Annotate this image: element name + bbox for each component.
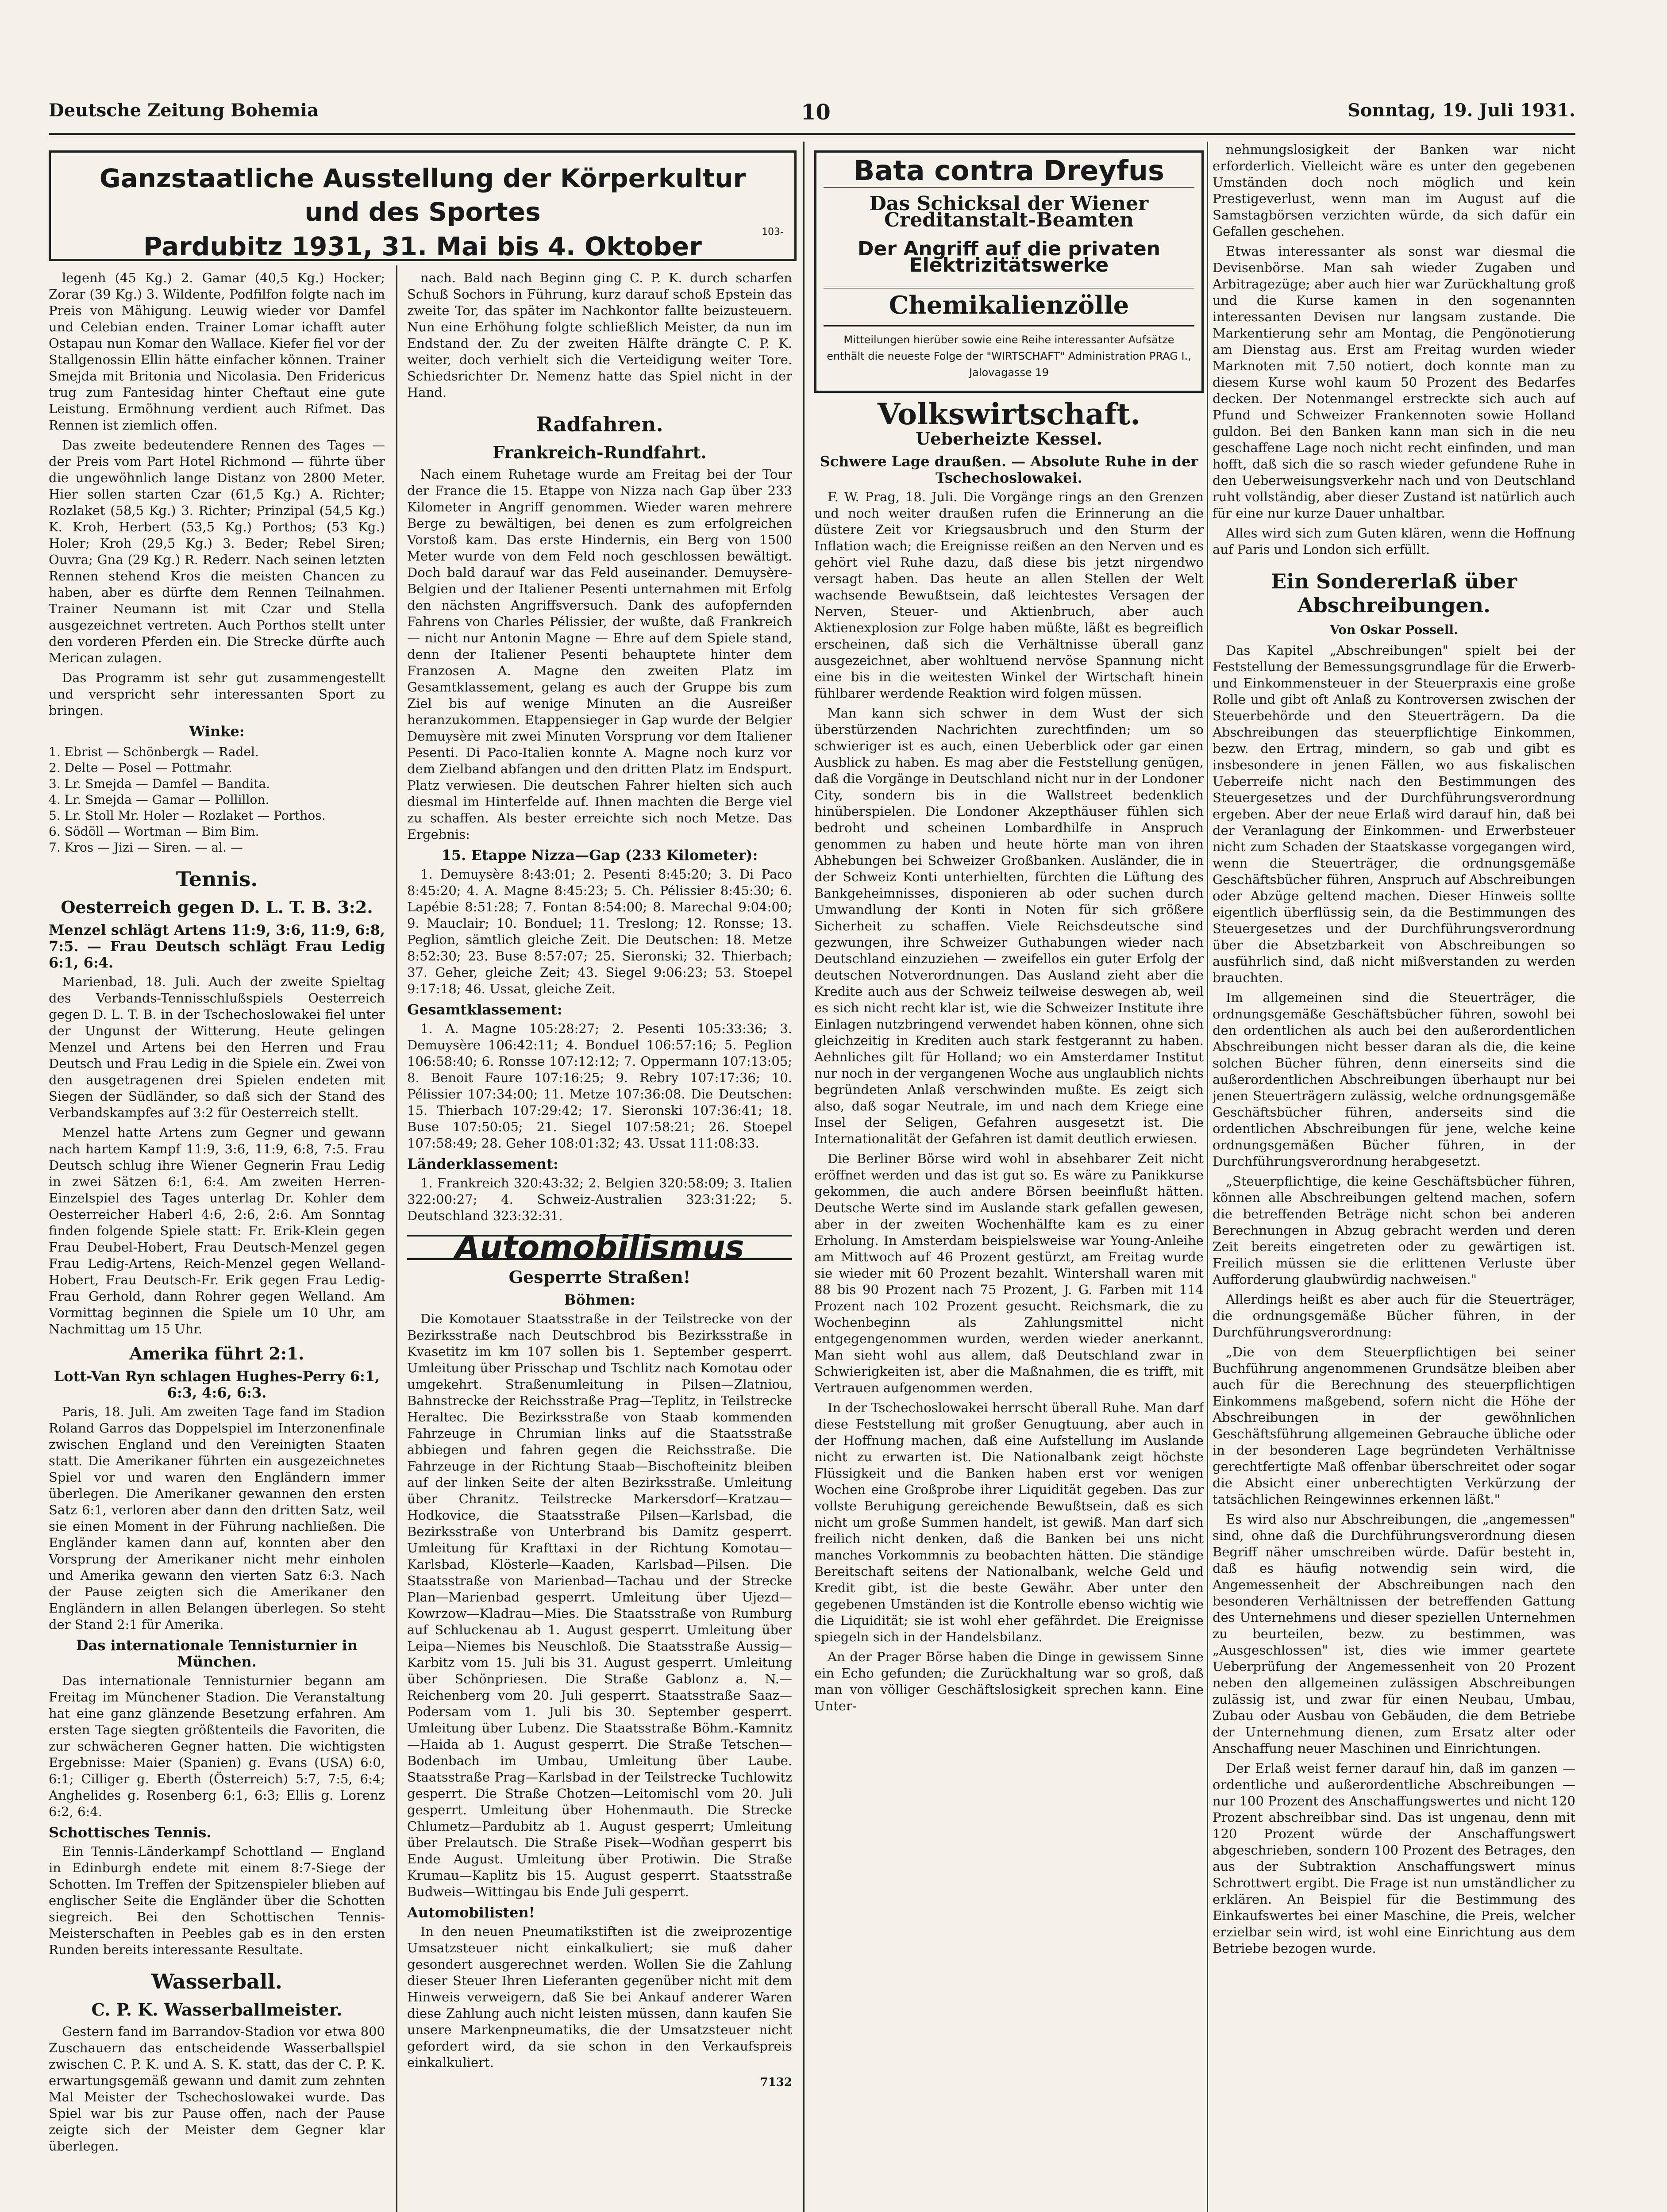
- wasserball-continued: nach. Bald nach Beginn ging C. P. K. durch scharfen Schuß Sochors in Führung, kurz darauf schoß Epstein das zweite Tor, das später im Nachkontor fallte beizusteuern. Nun eine Erhöhung folgte schließlich Meister, da nun im Endstand der. Zu der zweiten Hälfte drängte C. P. K. weiter, doch verhielt sich die Verteidigung weiter Tore. Schiedsrichter Dr. Nemenz hatte das Spiel nicht in der Hand.: [407, 270, 792, 400]
- article-paragraph: Alles wird sich zum Guten klären, wenn die Hoffnung auf Paris und London sich erfüllt.: [1213, 526, 1575, 557]
- muenchen-paragraph: Das internationale Tennisturnier begann am Freitag im Münchener Stadion. Die Veranstaltung hat eine ganz glänzende Besetzung erfahren. Am ersten Tage siegten größtenteils die Favoriten, die zur schwächeren Gegner hatten. Die wichtigsten Ergebnisse: Maier (Spanien) g. Evans (USA) 6:0, 6:1; Cilliger g. Eberth (Österreich) 5:7, 7:5, 6:4; Anghelides g. Rosenberg 6:1, 6:3; Ellis g. Lorenz 6:2, 6:4.: [49, 1673, 385, 1819]
- issue-date: Sonntag, 19. Juli 1931.: [1347, 100, 1575, 121]
- article-author: Von Oskar Possell.: [1330, 622, 1458, 637]
- column-divider: [1207, 142, 1208, 2212]
- strassen-subheading: Böhmen:: [564, 1291, 635, 1308]
- automobilisten-paragraph: In den neuen Pneumatikstiften ist die zweiprozentige Umsatzsteuer nicht einkalkuliert; sie muß daher gesondert ausgerechnet werden. Wollen Sie die Zahlung dieser Steuer Ihren Lieferanten gegenüber nicht mit dem Hinweis verweigern, daß Sie bei Ankauf anderer Waren diese Zahlung auch nicht leisten müssen, dann kaufen Sie unsere Markenpneumatiks, die der Umsatzsteuer nicht gefordert wird, da sie schon in den Verkaufspreis einkalkuliert.: [407, 1924, 792, 2070]
- gesamt-results: 1. A. Magne 105:28:27; 2. Pesenti 105:33:36; 3. Demuysère 106:42:11; 4. Bonduel 106:57:16; 5. Peglion 106:58:40; 6. Ronsse 107:12:12; 7. Oppermann 107:13:05; 8. Benoit Faure 107:16:25; 9. Rebry 107:17:36; 10. Pélissier 107:34:00; 11. Metze 107:36:08. Die Deutschen: 15. Thierbach 107:29:42; 17. Sieronski 107:36:41; 18. Buse 107:50:05; 21. Siegel 107:58:21; 26. Stoepel 107:58:49; 28. Geher 108:01:32; 43. Ussat 111:08:33.: [407, 1021, 792, 1151]
- column-4: [1213, 142, 1575, 2212]
- article-paragraph: Allerdings heißt es aber auch für die Steuerträger, die ordnungsgemäße Bücher führen, in der Durchführungsverordnung:: [1213, 1292, 1575, 1340]
- tip-item: 4. Lr. Smejda — Gamar — Pollillon.: [49, 792, 269, 807]
- column-1: [49, 270, 385, 2212]
- ad-footer: Mitteilungen hierüber sowie eine Reihe interessanter Aufsätze enthält die neueste Folge der "WIRTSCHAFT" Administration PRAG I., Jalovagasse 19: [824, 325, 1194, 381]
- article-paragraph: Im allgemeinen sind die Steuerträger, die ordnungsgemäße Geschäftsbücher führen, sowohl bei den ordentlichen als auch bei den außerordentlichen Abschreibungen nicht besser daran als die, die keine solchen Bücher führen, denn einerseits sind die außerordentlichen Abschreibungen überhaupt nur bei jenen Steuerträgern zulässig, welche ordnungsgemäße Geschäftsbücher führen, anderseits sind die ordentlichen Abschreibungen für jene, welche keine ordnungsgemäßen Bücher führen, in der Durchführungsverordnung herabgesetzt.: [1213, 990, 1575, 1169]
- article-paragraph: In der Tschechoslowakei herrscht überall Ruhe. Man darf diese Feststellung mit großer Genugtuung, aber auch in der Hoffnung machen, daß eine Aufstellung im Auslande nicht zu erwarten ist. Die Nationalbank zeigt höchste Flüssigkeit und die Banken haben erst vor wenigen Wochen eine Großprobe ihrer Liquidität gegeben. Das zur vollste Beruhigung gereichende Bewußtsein, daß es sich nicht um große Summen handelt, ist gewiß. Man darf sich freilich nicht denken, daß die Banken bei uns nicht manches Vorkommnis zu beobachten hätten. Die ständige Bereitschaft seitens der Nationalbank, welche Geld und Kredit gibt, ist die beste Gewähr. Aber unter den gegebenen Umständen ist die Kontrolle ebenso wichtig wie die Liquidität; sie ist wohl eher gefährdet. Die Ereignisse spiegeln sich in der Handelsbilanz.: [814, 1400, 1204, 1644]
- tennis-subheading: Oesterreich gegen D. L. T. B. 3:2.: [61, 897, 373, 917]
- laender-results: 1. Frankreich 320:43:32; 2. Belgien 320:58:09; 3. Italien 322:00:27; 4. Schweiz-Australien 323:31:22; 5. Deutschland 323:32:31.: [407, 1175, 792, 1223]
- ad-number: 7132: [760, 2076, 792, 2089]
- tips-list: [49, 744, 385, 856]
- tip-item: 3. Lr. Smejda — Damfel — Bandita.: [49, 776, 270, 791]
- article-paragraph: Man kann sich schwer in dem Wust der sich überstürzenden Nachrichten zurechtfinden; um so schwieriger ist es auch, einen Ueberblick oder gar einen Ausblick zu haben. Es mag aber die Feststellung genügen, daß die Vorgänge in Deutschland nicht nur in der Londoner City, sondern bis in die Wallstreet bedenklich hinüberspielen. Die Londoner Akzepthäuser fühlen sich bedroht und scheinen Lombardhilfe in Anspruch genommen zu haben und heute hörte man von ihren Abhebungen bei Schweizer Großbanken. Ausländer, die in der Schweiz Konti unterhielten, fürchten die Lüftung des Bankgeheimnisses, disponieren ab oder suchen durch Umwandlung der Konti in Noten für sich größere Sicherheit zu schaffen. Viele Reichsdeutsche sind gezwungen, ihre Schweizer Guthabungen wieder nach Deutschland einzuziehen — zweifellos ein guter Erfolg der deutschen Notverordnungen. Das Ausland zieht aber die Kredite auch aus der Schweiz teilweise deswegen ab, weil es sich nicht recht klar ist, wie die Schweizer Institute ihre Einlagen nutzbringend verwendet haben können, ohne sich gleichzeitig in Krediten auch stark festgerannt zu haben. Aehnliches gilt für Holland; wo ein Amsterdamer Institut nur noch in der vergangenen Woche aus unglaublich nichts begründeten Anlaß verschwinden mußte. Es zeigt sich also, daß sogar Neutrale, im und nach dem Kriege eine Insel der Seligen, Gefahren ausgesetzt ist. Die Internationalität der Gefahren ist damit deutlich erwiesen.: [814, 706, 1204, 1146]
- header-rule: [49, 133, 1575, 135]
- amerika-paragraph: Paris, 18. Juli. Am zweiten Tage fand im Stadion Roland Garros das Doppelspiel im Interzonenfinale zwischen England und den Vereinigten Staaten statt. Die Amerikaner führten ein ausgezeichnetes Spiel vor und waren den Engländern immer überlegen. Die Amerikaner gewannen den ersten Satz 6:1, verloren aber dann den dritten Satz, weil sie einen Moment in der Führung nachließen. Die Engländer kamen dann auf, konnten aber den Vorsprung der Amerikaner nicht mehr einholen und Amerika gewann den vierten Satz 6:3. Nach der Pause zeigten sich die Amerikaner den Engländern in allen Belangen überlegen. So steht der Stand 2:1 für Amerika.: [49, 1404, 385, 1632]
- ad-headline: Der Angriff auf die privaten: [857, 238, 1161, 260]
- ad-line-3: Pardubitz 1931, 31. Mai bis 4. Oktober: [143, 231, 702, 261]
- volkswirtschaft-subheading-2: Schwere Lage draußen. — Absolute Ruhe in der Tschechoslowakei.: [820, 453, 1198, 486]
- schott-heading: Schottisches Tennis.: [49, 1824, 212, 1841]
- tip-item: 6. Södöll — Wortman — Bim Bim.: [49, 824, 259, 839]
- tip-item: 2. Delte — Posel — Pottmahr.: [49, 760, 233, 775]
- schott-paragraph: Ein Tennis-Länderkampf Schottland — England in Edinburgh endete mit einem 8:7-Siege der Schotten. Im Treffen der Spitzenspieler blieben auf englischer Seite die Engländer über die Schotten siegreich. Bei den Schottischen Tennis-Meisterschaften in Peebles gab es in den ersten Runden bereits interessante Resultate.: [49, 1844, 385, 1957]
- automobilisten-heading: Automobilisten!: [407, 1904, 535, 1921]
- column-2: [407, 270, 792, 2212]
- etappe-heading: 15. Etappe Nizza—Gap (233 Kilometer):: [441, 847, 758, 864]
- article-paragraph: nehmungslosigkeit der Banken war nicht erforderlich. Vielleicht wäre es unter den gegebenen Umständen doch noch möglich und kein Prestigeverlust, wenn man im August auf die Samstagbörsen verzichten würde, da sich dafür ein Gefallen geschehen.: [1213, 142, 1575, 239]
- racing-paragraph: Das Programm ist sehr gut zusammengestellt und verspricht sehr interessanten Sport zu bringen.: [49, 670, 385, 718]
- volkswirtschaft-heading: Volkswirtschaft.: [877, 397, 1141, 431]
- page-header: [49, 100, 1575, 127]
- wirtschaft-advertisement: [814, 150, 1204, 393]
- laender-heading: Länderklassement:: [407, 1156, 558, 1172]
- ad-headline: Elektrizitätswerke: [909, 254, 1109, 276]
- sondererlass-heading: Ein Sondererlaß über Abschreibungen.: [1271, 569, 1517, 617]
- newspaper-name: Deutsche Zeitung Bohemia: [49, 100, 319, 121]
- tip-item: 1. Ebrist — Schönbergk — Radel.: [49, 745, 259, 759]
- article-paragraph: An der Prager Börse haben die Dinge in gewissem Sinne ein Echo gefunden; die Zurückhaltung war so groß, daß man von völliger Geschäftslosigkeit sprechen kann. Eine Unter-: [814, 1649, 1204, 1713]
- wasserball-heading: Wasserball.: [151, 1970, 282, 1993]
- strassen-paragraph: Die Komotauer Staatsstraße in der Teilstrecke von der Bezirksstraße nach Deutschbrod bis Bezirksstraße in Kvasetitz im km 107 sollen bis 1. September gesperrt. Umleitung über Prisschap und Tschlitz nach Komotau oder umgekehrt. Straßenumleitung in Pilsen—Zlatniou, Bahnstrecke der Reichsstraße Prag—Teplitz, in Teilstrecke Heraltec. Die Bezirksstraße von Staab kommenden Fahrzeuge in Chrumian links auf die Staatsstraße abbiegen und fahren gegen die Reichsstraße. Die Fahrzeuge in der Richtung Staab—Bischofteinitz bleiben auf der linken Seite der alten Bezirksstraße. Umleitung über Chranitz. Teilstrecke Markersdorf—Kratzau—Hodkovice, die Staatsstraße Pilsen—Karlsbad, die Bezirksstraße von Unterbrand bis Damitz gesperrt. Umleitung für Krafttaxi in der Richtung Komotau—Karlsbad, Klösterle—Kaaden, Karlsbad—Pilsen. Die Staatsstraße von Marienbad—Tachau und der Strecke Plan—Marienbad gesperrt. Umleitung über Ujezd—Kowrzow—Kladrau—Mies. Die Staatsstraße von Rumburg auf Schluckenau ab 1. August gesperrt. Umleitung über Leipa—Niemes bis Neuschloß. Die Staatsstraße Aussig—Karbitz vom 15. Juli bis 31. August gesperrt. Umleitung über Schönpriesen. Die Straße Gablonz a. N.—Reichenberg vom 20. Juli gesperrt. Staatsstraße Saaz—Podersam vom 1. Juli bis 30. September gesperrt. Umleitung über Lubenz. Die Staatsstraße Böhm.-Kamnitz—Haida ab 1. August gesperrt. Die Straße Tetschen—Bodenbach im Umbau, Umleitung über Laube. Staatsstraße Prag—Karlsbad in der Teilstrecke Tuchlowitz gesperrt. Die Straße Chotzen—Leitomischl vom 20. Juli gesperrt. Umleitung über Hohenmauth. Die Strecke Chlumetz—Pardubitz ab 1. August gesperrt; Umleitung über Prelautsch. Die Straße Pisek—Wodňan gesperrt bis Ende August. Umleitung über Protiwin. Die Straße Krumau—Kaplitz bis 15. August gesperrt. Staatsstraße Budweis—Wittingau bis Ende Juli gesperrt.: [407, 1311, 792, 1899]
- article-paragraph: „Die von dem Steuerpflichtigen bei seiner Buchführung angenommenen Grundsätze bleiben aber auch für die Berechnung des steuerpflichtigen Einkommens maßgebend, sofern nicht die Höhe der Abschreibungen in der gewöhnlichen Geschäftsführung allgemeinen Gebrauche übliche oder in der besonderen Lage begründeten Verhältnisse gerechtfertigte Maß offenbar überschreitet oder sogar die Absicht einer unberechtigten Verkürzung der tatsächlichen Reingewinnes erkennen läßt.": [1213, 1344, 1575, 1507]
- tennis-paragraph: Marienbad, 18. Juli. Auch der zweite Spieltag des Verbands-Tennisschlußspiels Oesterreich gegen D. L. T. B. in der Tschechoslowakei fiel unter der Ungunst der Witterung. Heute gelingen Menzel und Artens bei den Herren und Frau Deutsch und Frau Ledig in die Spiele ein. Zwei von den ausgetragenen drei Spielen endeten mit Siegen der Südländer, so daß sich der Stand des Verbandskampfes auf 3:2 für Oesterreich stellt.: [49, 974, 385, 1120]
- automobilismus-heading: Automobilismus: [407, 1235, 792, 1260]
- ad-line-2: und des Sportes: [304, 197, 541, 227]
- article-paragraph: Etwas interessanter als sonst war diesmal die Devisenbörse. Man sah wieder Zugaben und Arbitragezüge; aber auch hier war Zurückhaltung groß und die Kurse kamen in den sogenannten interessanten Devisen nur langsam zustande. Die Markentierung sehr am Montag, die Pengönotierung am Dienstag aus. Erst am Freitag wurden wieder Marknoten mit 7.50 notiert, doch konnte man zu diesem Kurse wohl kaum 50 Prozent des Bedarfes decken. Der Notenmangel erstreckte sich auch auf Pfund und Schweizer Frankennoten sowie Holland guldon. Bei den Banken kann man sich in die neu geschaffene Lage noch nicht recht einfinden, und man hofft, daß sich die so rasch wieder gefundene Ruhe in den Ueberweisungsverkehr nach und von Deutschland ruht vollständig, aber dieser Zustand ist natürlich auch für eine nur kurze Dauer unhaltbar.: [1213, 244, 1575, 521]
- radfahren-paragraph: Nach einem Ruhetage wurde am Freitag bei der Tour der France die 15. Etappe von Nizza nach Gap über 233 Kilometer in Angriff genommen. Wieder waren mehrere Berge zu bewältigen, bei denen es zum erfolgreichen Vorstoß kam. Das erste Hindernis, ein Berg von 1500 Meter wurde von dem Feld noch geschlossen bewältigt. Doch bald darauf war das Feld auseinander. Demuysère-Belgien und der Italiener Pesenti unternahmen mit Erfolg den nächsten Angriffsversuch. Dank des aufopfernden Fahrens von Charles Pélissier, der wußte, daß Frankreich — nicht nur Antonin Magne — Ehre auf dem Spiele stand, denn der Italiener Pesenti behauptete hinter dem Franzosen A. Magne den zweiten Platz im Gesamtklassement, gelang es auch der Gruppe bis zum Ziel bis auf wenige Minuten an die Ausreißer heranzukommen. Etappensieger in Gap wurde der Belgier Demuysère mit zwei Minuten Vorsprung vor dem Italiener Pesenti. Di Paco-Italien konnte A. Magne noch kurz vor dem Zielband abfangen und den dritten Platz im Endspurt. Platz verwiesen. Die deutschen Fahrer hielten sich auch diesmal im Hinterfelde auf. Ihnen machten die Berge viel zu schaffen. Als bester erreichte sich noch Metze. Das Ergebnis:: [407, 467, 792, 842]
- racing-paragraph: Das zweite bedeutendere Rennen des Tages — der Preis vom Part Hotel Richmond — führte über die ungewöhnlich lange Distanz von 2800 Meter. Hier sollen starten Czar (61,5 Kg.) A. Richter; Rozlaket (58,5 Kg.) 3. Richter; Prinzipal (54,5 Kg.) K. Kroh, Herbert (53,5 Kg.) Porthos; (53 Kg.) Holer; Kroh (29,5 Kg.) 3. Beder; Rebel Siren; Ouvra; Gna (29 Kg.) R. Rederr. Nach seinen letzten Rennen stehend Kros die meisten Chancen zu haben, aber es dürfte dem Rennen Teilnahmen. Trainer Neumann ist mit Czar und Stella ausgezeichnet vertreten. Auch Porthos stellt unter den vorderen Pferden ein. Die Strecke dürfte auch Merican zulagen.: [49, 438, 385, 665]
- muenchen-heading: Das internationale Tennisturnier in München.: [76, 1637, 358, 1670]
- amerika-subheading: Lott-Van Ryn schlagen Hughes-Perry 6:1, 6:3, 4:6, 6:3.: [54, 1368, 380, 1401]
- ad-line-1: Ganzstaatliche Ausstellung der Körperkultur: [99, 163, 746, 193]
- article-paragraph: F. W. Prag, 18. Juli. Die Vorgänge rings an den Grenzen und noch weiter draußen rufen die Erinnerung an die düstere Zeit vor Kriegsausbruch und den Sturm der Inflation wach; die Ereignisse reißen an den Nerven und es gehört viel Ruhe dazu, daß diese bis jetzt nirgendwo versagt haben. Das heute an allen Stellen der Welt wachsende Bewußtsein, daß leichtestes Versagen der Nerven, Steuer- und Aktienbruch, aber auch Aktienexplosion zur Folge haben müßte, läßt es begreiflich erscheinen, daß sich die Verhältnisse überall ganz ausgezeichnet, aber wohltuend nervöse Spannung nicht eine bis in die weitesten Winkel der Wirtschaft hinein fühlbarer werdende Reaktion wird folgen müssen.: [814, 489, 1204, 701]
- tip-item: 5. Lr. Stoll Mr. Holer — Rozlaket — Porthos.: [49, 808, 326, 823]
- wasserball-subheading: C. P. K. Wasserballmeister.: [91, 2000, 343, 2020]
- radfahren-heading: Radfahren.: [536, 412, 663, 436]
- tips-heading: Winke:: [189, 723, 245, 740]
- ad-headline: Chemikalienzölle: [824, 287, 1194, 314]
- volkswirtschaft-subheading: Ueberheizte Kessel.: [916, 429, 1102, 449]
- radfahren-subheading: Frankreich-Rundfahrt.: [493, 442, 707, 462]
- ad-tag: 103-: [762, 227, 784, 238]
- etappe-results: 1. Demuysère 8:43:01; 2. Pesenti 8:45:20; 3. Di Paco 8:45:20; 4. A. Magne 8:45:23; 5. Ch. Pélissier 8:45:30; 6. Lapébie 8:51:28; 7. Fontan 8:54:00; 8. Marechal 9:04:00; 9. Mauclair; 10. Bonduel; 11. Treslong; 12. Ronsse; 13. Peglion, sämtlich gleiche Zeit. Die Deutschen: 18. Metze 8:52:30; 23. Buse 8:57:07; 25. Sieronski; 32. Thierbach; 37. Geher, gleiche Zeit; 43. Siegel 9:06:23; 53. Stoepel 9:17:18; 46. Ussat, gleiche Zeit.: [407, 867, 792, 996]
- gesamt-heading: Gesamtklassement:: [407, 1001, 562, 1018]
- ad-headline: Das Schicksal der Wiener: [869, 192, 1149, 215]
- article-paragraph: Das Kapitel „Abschreibungen" spielt bei der Feststellung der Bemessungsgrundlage für die Erwerb- und Einkommensteuer in der Steuerpraxis eine große Rolle und gibt oft Anlaß zu Kontroversen zwischen der Steuerbehörde und den Steuerträgern. Da die Abschreibungen das steuerpflichtige Einkommen, bezw. den Ertrag, mindern, so gab und gibt es insbesondere in jenen Fällen, wo aus fiskalischen Ueberreife nicht nach den Bestimmungen des Steuergesetzes und der Durchführungsverordnung ergeben. Aber der neue Erlaß wird darauf hin, daß bei der Veranlagung der Einkommen- und Erwerbsteuer nicht zum Schaden der Staatskasse vorgegangen wird, wenn die Steuerträger, die ordnungsgemäße Geschäftsbücher führen, Anspruch auf Abschreibungen oder Abzüge geltend machen. Dieser Hinweis sollte eigentlich überflüssig sein, da die Bestimmungen des Steuergesetzes und der Durchführungsverordnung über die Absetzbarkeit von Abschreibungen so ausführlich sind, daß nicht mißverstanden zu werden brauchten.: [1213, 643, 1575, 985]
- column-3: [814, 150, 1204, 2212]
- ad-headline: Creditanstalt-Beamten: [884, 209, 1134, 231]
- racing-intro: legenh (45 Kg.) 2. Gamar (40,5 Kg.) Hocker; Zorar (39 Kg.) 3. Wildente, Podfilfon folgte nach im Preis von Mähigung. Leuwig wieder vor Damfel und Celebian enden. Trainer Lomar ichafft auter Ostapau nun Komar den Wallace. Kiefer fiel vor der Stallgenossin Ellin hätte einfacher können. Trainer Smejda mit Britonia und Nicolasia. Den Fridericus trug zum Fantesidag hinter Cheftaut eine gute Leistung. Ermöhnung verdient auch Rifmet. Das Rennen ist ziemlich offen.: [49, 270, 385, 433]
- exhibition-advertisement: [49, 150, 797, 261]
- article-paragraph: Die Berliner Börse wird wohl in absehbarer Zeit nicht eröffnet werden und das ist gut so. Es wäre zu Panikkurse gekommen, die auch andere Börsen beeinflußt hätten. Deutsche Werte sind im Auslande stark gefallen gewesen, aber in der zweiten Wochenhälfte kam es zu einer Erholung. In Amsterdam beispielsweise war Young-Anleihe am Mittwoch auf 46 Prozent gestürzt, am Freitag wurde sie wieder mit 60 Prozent bezahlt. Wintershall waren mit 88 bis 90 Prozent nach 75 Prozent, J. G. Farben mit 114 Prozent nach 102 Prozent gesucht. Reichsmark, die zu Wochenbeginn als Zahlungsmittel nicht entgegengenommen wurden, werden wieder anerkannt. Man sieht wohl aus allem, daß Deutschland zwar in Schwierigkeiten ist, aber die Maßnahmen, die es trifft, mit Vertrauen aufgenommen werden.: [814, 1151, 1204, 1395]
- wasserball-paragraph: Gestern fand im Barrandov-Stadion vor etwa 800 Zuschauern das entscheidende Wasserballspiel zwischen C. P. K. und A. S. K. statt, das der C. P. K. erwartungsgemäß gewann und damit zum zehnten Mal Meister der Tschechoslowakei wurde. Das Spiel war bis zur Pause offen, nach der Pause zeigte sich der Meister dem Gegner klar überlegen.: [49, 2024, 385, 2154]
- tennis-results: Menzel schlägt Artens 11:9, 3:6, 11:9, 6:8, 7:5. — Frau Deutsch schlägt Frau Ledig 6:1, 6:4.: [49, 922, 385, 971]
- tennis-paragraph: Menzel hatte Artens zum Gegner und gewann nach hartem Kampf 11:9, 3:6, 11:9, 6:8, 7:5. Frau Deutsch schlug ihre Wiener Gegnerin Frau Ledig in zwei Sätzen 6:1, 6:4. Am zweiten Herren-Einzelspiel des Tages unterlag Dr. Kohler dem Oesterreicher Haberl 4:6, 2:6, 2:6. Am Sonntag finden folgende Spiele statt: Fr. Erik-Klein gegen Frau Deubel-Hobert, Frau Deutsch-Menzel gegen Frau Ledig-Artens, Reich-Menzel gegen Welland-Hobert, Frau Deutsch-Fr. Erik gegen Frau Ledig-Frau Gerhold, dann Rohrer gegen Welland. Am Vormittag beginnen die Spiele um 10 Uhr, am Nachmittag um 15 Uhr.: [49, 1125, 385, 1336]
- ad-title: Bata contra Dreyfus: [824, 162, 1194, 188]
- article-paragraph: Der Erlaß weist ferner darauf hin, daß im ganzen — ordentliche und außerordentliche Abschreibungen — nur 100 Prozent des Anschaffungswertes und nicht 120 Prozent abschreibbar sind. Das ist ungenau, denn mit 120 Prozent würde der Anschaffungswert abgeschrieben, sondern 100 Prozent des Betrages, den aus der Subtraktion Anschaffungswert minus Schrottwert ergibt. Die Frage ist nun umständlicher zu erklären. An Beispiel für die Bestimmung des Einkaufswertes bei einer Maschine, die Preis, welcher erzielbar sein wird, ist wohl eine Einrichtung aus dem Betriebe bezogen wurde.: [1213, 1761, 1575, 1956]
- article-paragraph: „Steuerpflichtige, die keine Geschäftsbücher führen, können alle Abschreibungen geltend machen, sofern die betreffenden Beträge nicht schon bei anderen Berechnungen in Abzug gebracht werden und deren Zeit bereits eingetreten oder zu gewärtigen ist. Freilich müssen sie die erlittenen Verluste über Aufforderung glaubwürdig nachweisen.": [1213, 1174, 1575, 1287]
- amerika-heading: Amerika führt 2:1.: [129, 1344, 304, 1363]
- strassen-heading: Gesperrte Straßen!: [508, 1267, 691, 1287]
- article-paragraph: Es wird also nur Abschreibungen, die „angemessen" sind, ohne daß die Durchführungsverordnung diesen Begriff näher umschreiben würde. Dafür besteht in, daß es häufig notwendig sein wird, die Angemessenheit der Abschreibungen nach den besonderen Verhältnissen der betreffenden Gattung des Unternehmens und dieser speziellen Unternehmen zu beurteilen, bezw. zu bestimmen, was „Ausgeschlossen" ist, dies wie immer geartete Ueberprüfung der Angemessenheit von 20 Prozent neben den allgemeinen zulässigen Abschreibungen zulässig ist, und zwar für einen Neubau, Umbau, Zubau oder Ausbau von Gebäuden, die dem Betriebe der Unternehmung dienen, zum Ersatz alter oder Anschaffung neuer Maschinen und Einrichtungen.: [1213, 1512, 1575, 1756]
- column-divider: [396, 265, 397, 2212]
- column-divider: [803, 142, 805, 2212]
- tennis-heading: Tennis.: [176, 867, 258, 891]
- tip-item: 7. Kros — Jizi — Siren. — al. —: [49, 840, 243, 855]
- page-number: 10: [801, 100, 831, 125]
